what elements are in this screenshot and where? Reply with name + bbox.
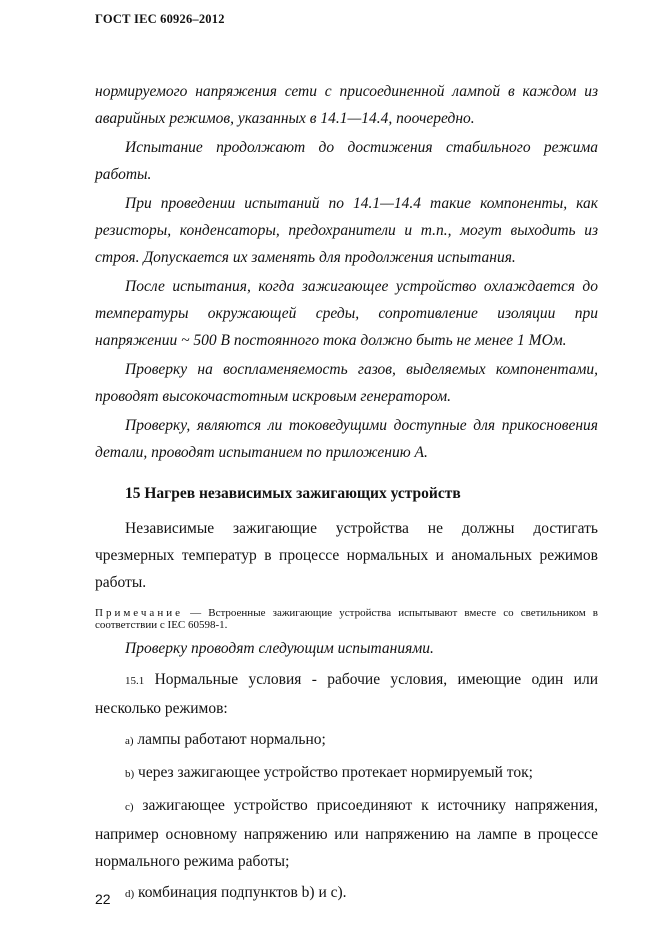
page-number: 22 — [95, 891, 111, 907]
clause-15-1 — [95, 666, 598, 722]
list-item-a — [95, 726, 598, 755]
paragraph-continuation: нормируемого напряжения сети с присоединенной лампой в каждом из аварийных режимов, указанных в 14.1—14.4, поочередно. — [95, 83, 598, 127]
paragraph-test-stable: Испытание продолжают до достижения стабильного режима работы. — [95, 139, 598, 183]
list-item-c — [95, 792, 598, 875]
list-item-text: зажигающее устройство присоединяют к источнику напряжения, например основному напряжению или напряжению на лампе в процессе нормального режима работы; — [95, 797, 598, 870]
list-item-text: комбинация подпунктов b) и c). — [134, 884, 347, 901]
note-text: — Встроенные зажигающие устройства испытывают вместе со светильником в соответствии с IEC 60598-1. — [95, 607, 598, 631]
paragraph-check: Проверку проводят следующим испытаниями. — [125, 640, 434, 657]
list-item-text: через зажигающее устройство протекает нормируемый ток; — [134, 764, 533, 781]
paragraph-flammability: Проверку на воспламеняемость газов, выделяемых компонентами, проводят высокочастотным искровым генератором. — [95, 361, 598, 405]
paragraph-insulation: После испытания, когда зажигающее устройство охлаждается до температуры окружающей среды, сопротивление изоляции при напряжении ~ 500 В постоянного тока должно быть не менее 1 МОм. — [95, 278, 598, 349]
section-heading: 15 Нагрев независимых зажигающих устройств — [125, 485, 461, 502]
list-item-d — [95, 879, 598, 908]
clause-number: 15.1 — [125, 675, 145, 687]
list-item-label: d) — [125, 888, 135, 900]
document-header: ГОСТ IEC 60926–2012 — [95, 12, 225, 26]
list-item-text: лампы работают нормально; — [133, 731, 326, 748]
list-item-label: b) — [125, 768, 135, 780]
note — [95, 608, 598, 631]
list-item-label: a) — [125, 735, 134, 747]
paragraph-components: При проведении испытаний по 14.1—14.4 такие компоненты, как резисторы, конденсаторы, предохранители и т.п., могут выходить из строя. Допускается их заменять для продолжения испытания. — [95, 195, 598, 266]
note-label: Примечание — [95, 607, 183, 619]
paragraph-temperature: Независимые зажигающие устройства не должны достигать чрезмерных температур в процессе нормальных и аномальных режимов работы. — [95, 520, 598, 591]
page-body — [95, 78, 598, 908]
list-item-b — [95, 759, 598, 788]
list-item-label: c) — [125, 801, 134, 813]
clause-text: Нормальные условия - рабочие условия, имеющие один или несколько режимов: — [95, 671, 598, 717]
paragraph-live-parts: Проверку, являются ли токоведущими доступные для прикосновения детали, проводят испытанием по приложению А. — [95, 417, 598, 461]
